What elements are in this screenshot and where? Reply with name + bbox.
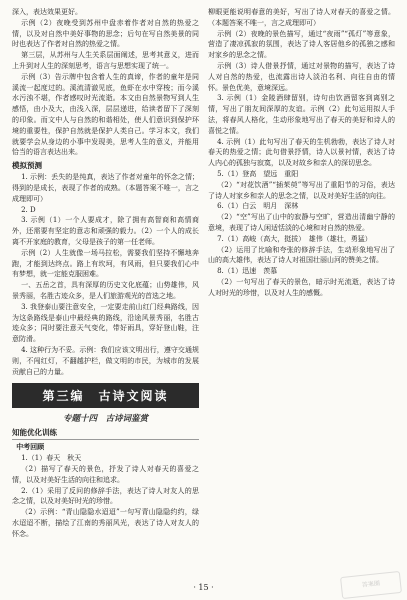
answer-item: 示例（2）人生就像一场马拉松，需要我们坚持不懈地奔跑，才能到达终点。路上有坎坷，有风雨，但只要我们心中有梦想，就一定能克服困难。 (12, 248, 199, 279)
answer-item: （2）描写了春天的景色，抒发了诗人对春天的喜爱之情，以及对美好生活的向往和追求。 (12, 465, 199, 484)
answer-item: （2）运用了比喻和夸张的修辞手法，生动形象地写出了山的高大雄伟，表达了诗人对祖国壮丽山河的赞美之情。 (208, 245, 395, 265)
answer-item: 3. 示例（1）金陵酒肆留别，诗句由饮酒留客到离别之情，写出了朋友间深厚的友谊。示例（2）此句运用拟人手法，将春风人格化，生动形象地写出了春天的美好和诗人的喜悦之情。 (208, 94, 395, 135)
paragraph: 柳眼更能说明春意的美好，写出了诗人对春天的喜爱之情。（本题答案不唯一，言之成理即可） (208, 8, 395, 27)
paragraph: 示例（3）告示牌中包含着人生的真谛，作者的童年是同溪流一起度过的。溪流清澈见底，鱼虾在水中穿梭；而今溪水污浊不堪，作者感叹时光流逝。本文由自然景物写到人生感悟，由小及大，由浅入深，层层递进，给读者留下了深刻的印象。而文中人与自然的和谐相处，使人们意识到保护环境的重要性，保护自然就是保护人类自己。学习本文，我们就要学会从身边的小事中发现美，思考人生的意义，并能用恰当的语言表达出来。 (12, 72, 199, 157)
answer-item: 1.（1）春天 秋天 (21, 454, 82, 463)
right-column (208, 7, 395, 581)
answer-item: 5.（1）登高 望远 重阳 (217, 169, 299, 178)
answer-item: 3. 示例（1）一个人要成才，除了拥有高智商和高情商外，还需要有坚定的意志和顽强的毅力。（2）一个人的成长离不开家庭的教育，父母是孩子的第一任老师。 (12, 216, 199, 246)
paragraph: 示例（2）夜晚受到苏州中盘赤着作者对自然的热爱之情，以及对自然中美好事物的思念；后句在写自然美景的同时也表达了作者对自然的热爱之情。 (12, 18, 199, 49)
answer-item: 2.（1）采用了反问的修辞手法，表达了诗人对友人的思念之情，以及对美好时光的珍惜。 (12, 486, 199, 506)
answer-item: 6.（1）白云 明月 深林 (217, 202, 299, 211)
answer-item: （2）“空”写出了山中的寂静与空旷，营造出清幽宁静的意境，表现了诗人闲适恬淡的心境和对自然的热爱。 (208, 213, 395, 232)
section-heading-mock: 模拟预测 (12, 161, 42, 171)
training-section-heading: 知能优化训练 (12, 427, 199, 440)
left-column (12, 7, 199, 581)
answer-item: 2. D (21, 205, 36, 214)
paragraph: 示例（2）夜晚的景色描写，通过“夜雨”“孤灯”等意象，营造了凄凉孤寂的氛围，表达了诗人客居他乡的孤独之感和对家乡的思念之情。 (208, 29, 395, 60)
answer-item: 4. 这种行为不妥。示例：我们应该文明出行，遵守交通规则，不闯红灯，不翻越护栏，做文明的市民，为城市的发展贡献自己的力量。 (12, 345, 199, 376)
unit-title-banner: 第三编 古诗文阅读 (12, 383, 199, 408)
answer-item: （2）一句写出了春天的景色，暗示时光流逝，表达了诗人对时光的珍惜，以及对人生的感慨。 (208, 277, 395, 297)
answer-item: 8.（1）迅速 羡慕 (217, 267, 278, 276)
watermark-logo: 答案圈 (340, 571, 402, 599)
answer-item: 4. 示例（1）此句写出了春天的生机勃勃，表达了诗人对春天的热爱之情；此句借景抒情，诗人以景衬情，表达了诗人内心的孤独与寂寞，以及对故乡和亲人的深切思念。 (208, 137, 395, 168)
topic-title: 专题十四 古诗词鉴赏 (62, 414, 148, 425)
subsection-heading: 中考回顾 (16, 442, 45, 452)
paragraph: 深入，表达效果更好。 (12, 8, 82, 16)
answer-item: 3. 我登泰山要注意安全，一定要走前山红门经典路线，因为这条路线是泰山中最经典的路线，沿途风景秀丽，名胜古迹众多；同时要注意天气变化，带好雨具，穿好登山鞋，注意防滑。 (12, 302, 199, 344)
answer-item: 7.（1）高峻（高大，挺拔） 雄伟（雄壮，勇猛） (217, 234, 372, 243)
answer-item: （2）“对花饮酒”“插茱萸”等写出了重阳节的习俗，表达了诗人对家乡和亲人的思念之情，以及对美好生活的向往。 (208, 180, 395, 200)
two-column-body (12, 7, 395, 581)
page-number: · 15 · (193, 583, 214, 592)
answer-item: 1. 示例：丢失的是纯真，表达了作者对童年的怀念之情；得到的是成长，表现了作者的成熟。（本题答案不唯一，言之成理即可） (12, 173, 199, 203)
paragraph: 示例（3）诗人借景抒情，通过对景物的描写，表达了诗人对自然的热爱，也流露出诗人淡泊名利、向往自由的情怀。景色优美，意境深远。 (208, 61, 395, 92)
paragraph: 第三层，从苏州与人生关系层面阐述，思考其意义，进而上升到对人生的深刻思考，语言与思想实现了统一。 (12, 51, 199, 70)
answer-item: （2）示例：“青山隐隐水迢迢”一句写青山隐隐约约，绿水迢迢不断，描绘了江南的秀丽风光，表达了诗人对友人的怀念。 (12, 508, 199, 538)
answer-item: 一、五岳之首，具有深厚的历史文化底蕴；山势雄伟，风景秀丽，名胜古迹众多，是人们旅游观光的首选之地。 (12, 281, 199, 300)
